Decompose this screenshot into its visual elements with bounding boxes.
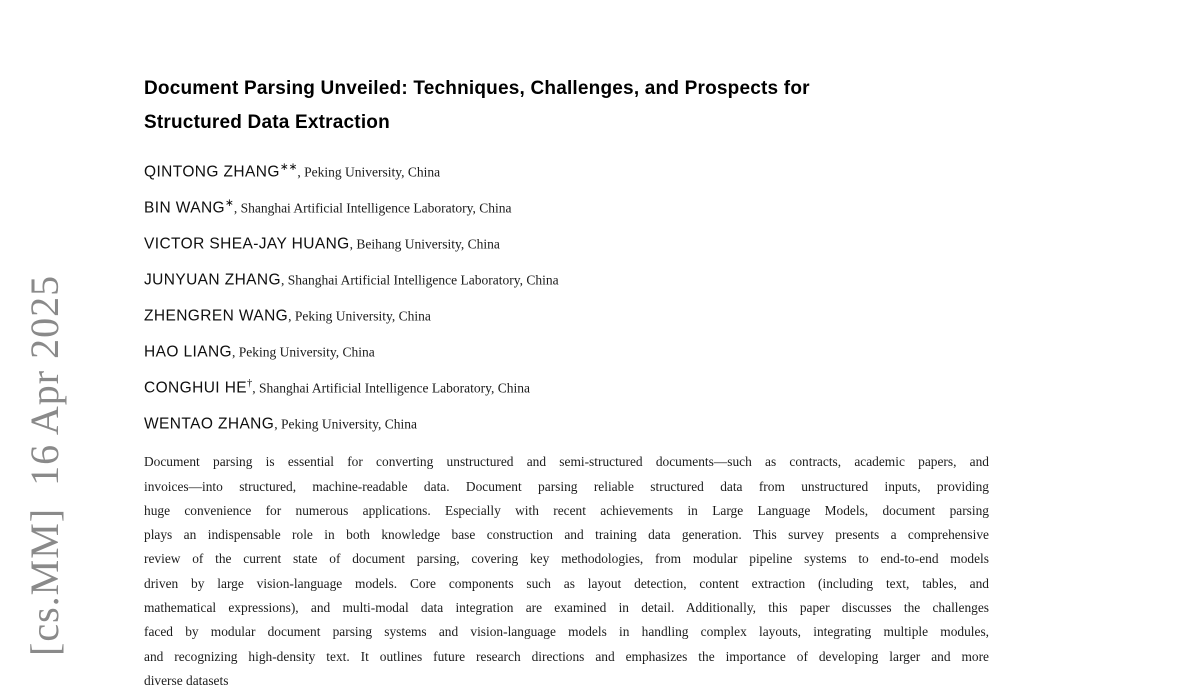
author-name: ZHENGREN WANG	[144, 307, 289, 325]
author-affiliation: , Beihang University, China	[349, 236, 500, 252]
author-affiliation: , Shanghai Artificial Intelligence Laboratory, China	[280, 272, 559, 288]
author-line	[144, 404, 989, 440]
author-list	[144, 152, 989, 440]
author-name: VICTOR SHEA-JAY HUANG	[144, 235, 350, 253]
author-name: CONGHUI HE	[144, 379, 248, 397]
author-line	[144, 332, 989, 368]
abstract-line: huge convenience for numerous applications. Especially with recent achievements in Large Language Models, document parsing	[144, 502, 989, 518]
author-affiliation: , Peking University, China	[274, 416, 417, 432]
arxiv-category-date-stamp: [cs.MM] 16 Apr 2025	[22, 274, 67, 656]
author-affiliation: , Shanghai Artificial Intelligence Laboratory, China	[252, 380, 530, 396]
author-line	[144, 152, 989, 188]
abstract-line: review of the current state of document parsing, covering key methodologies, from modular pipeline systems to end-to-end models	[144, 551, 989, 567]
author-line	[144, 296, 989, 332]
author-line	[144, 224, 989, 260]
author-name: HAO LIANG	[144, 343, 233, 361]
author-affiliation: , Shanghai Artificial Intelligence Laboratory, China	[233, 200, 512, 216]
abstract-line: driven by large vision-language models. Core components such as layout detection, content extraction (including text, tables, and	[144, 575, 989, 591]
abstract-line: faced by modular document parsing systems and vision-language models in handling complex layouts, integrating multiple modules,	[144, 624, 989, 640]
author-line	[144, 260, 989, 296]
paper-title-line: Document Parsing Unveiled: Techniques, Challenges, and Prospects for	[144, 78, 810, 99]
author-affiliation: , Peking University, China	[232, 344, 375, 360]
author-name: JUNYUAN ZHANG	[144, 271, 281, 289]
author-mark: †	[247, 378, 253, 390]
author-name: WENTAO ZHANG	[144, 415, 275, 433]
paper-content	[144, 72, 989, 693]
abstract-line: mathematical expressions), and multi-modal data integration are examined in detail. Additionally, this paper discusses the challenges	[144, 600, 989, 616]
abstract-line: invoices—into structured, machine-readable data. Document parsing reliable structured data from unstructured inputs, providing	[144, 478, 989, 494]
author-name: BIN WANG	[144, 199, 225, 217]
author-line	[144, 368, 989, 404]
abstract	[144, 450, 989, 693]
abstract-line-partial: diverse datasets	[144, 672, 229, 688]
author-mark: ∗	[225, 198, 234, 210]
abstract-line: and recognizing high-density text. It outlines future research directions and emphasizes the importance of developing larger and more	[144, 648, 989, 664]
abstract-line: plays an indispensable role in both knowledge base construction and training data generation. This survey presents a comprehensive	[144, 527, 989, 543]
author-mark: ∗∗	[279, 162, 298, 173]
author-line	[144, 188, 989, 224]
abstract-line: Document parsing is essential for converting unstructured and semi-structured documents—such as contracts, academic papers, and	[144, 454, 989, 470]
author-affiliation: , Peking University, China	[297, 164, 441, 180]
author-affiliation: , Peking University, China	[288, 308, 431, 324]
author-name: QINTONG ZHANG	[144, 163, 280, 181]
paper-title	[144, 72, 989, 140]
paper-title-line: Structured Data Extraction	[144, 112, 390, 133]
